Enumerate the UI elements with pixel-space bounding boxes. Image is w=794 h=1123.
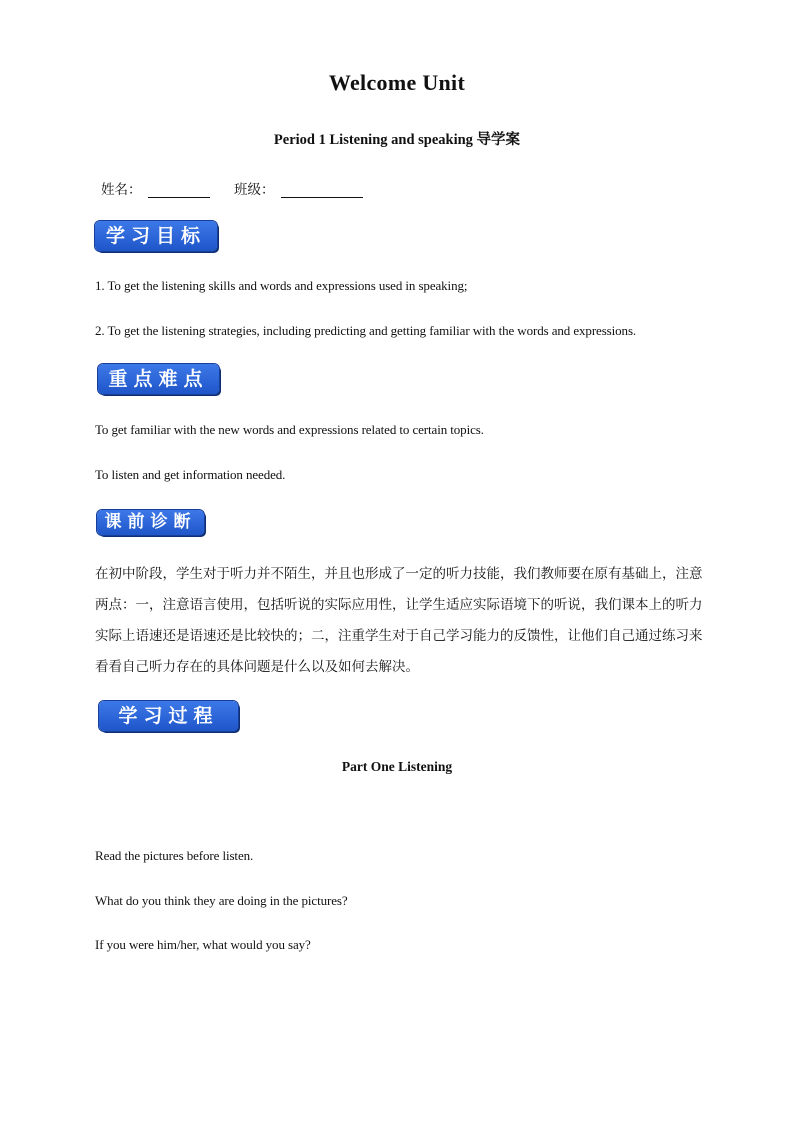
objective-item-2: 2. To get the listening strategies, including predicting and getting familiar with the words and expressions. [95, 323, 637, 338]
process-item-2: What do you think they are doing in the pictures? [95, 893, 348, 908]
diagnosis-badge: 课前诊断 [97, 510, 204, 535]
process-item-3: If you were him/her, what would you say? [95, 937, 311, 952]
diagnosis-paragraph: 在初中阶段，学生对于听力并不陌生，并且也形成了一定的听力技能，我们教师要在原有基础上，注意两点：一，注意语言使用，包括听说的实际应用性，让学生适应实际语境下的听说，我们课本上的听力实际上语速还是语速还是比较快的；二，注重学生对于自己学习能力的反馈性，让他们自己通过练习来看看自己听力存在的具体问题是什么以及如何去解决。 [95, 566, 703, 675]
key-point-item-1: To get familiar with the new words and expressions related to certain topics. [95, 422, 484, 437]
process-item-1: Read the pictures before listen. [95, 848, 254, 863]
objectives-badge: 学习目标 [95, 221, 217, 251]
process-badge: 学习过程 [99, 701, 238, 731]
class-field [234, 178, 363, 198]
document-title: Welcome Unit [328, 70, 466, 95]
document-subtitle: Period 1 Listening and speaking 导学案 [273, 132, 521, 148]
name-label: 姓名： [101, 182, 142, 197]
key-point-item-2: To listen and get information needed. [95, 467, 286, 482]
key-points-badge: 重点难点 [98, 364, 219, 394]
part-one-title: Part One Listening [341, 759, 453, 774]
name-field [101, 178, 210, 198]
class-blank[interactable] [281, 183, 363, 198]
class-label: 班级： [234, 182, 275, 197]
name-blank[interactable] [148, 183, 210, 198]
objective-item-1: 1. To get the listening skills and words and expressions used in speaking; [95, 278, 468, 293]
